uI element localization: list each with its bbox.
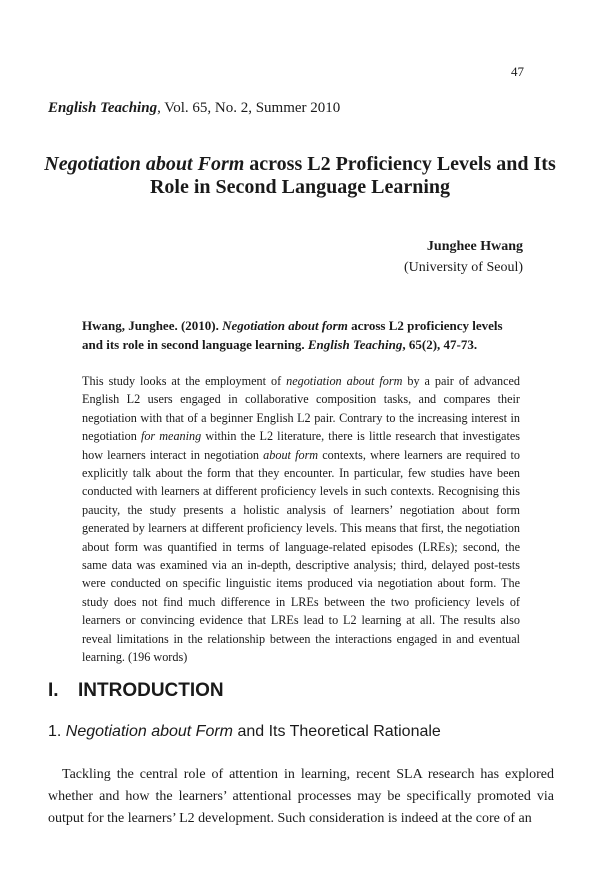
body-paragraph: Tackling the central role of attention in learning, recent SLA research has explored whether and how the learners’ attentional processes may be specifically promoted via output for the learners’ L2 development. Such consideration is indeed at the core of an xyxy=(48,767,554,826)
abstract-text-1: This study looks at the employment of xyxy=(82,374,287,388)
abstract-italic-2: for meaning xyxy=(140,429,202,444)
subsection-rest: and Its Theoretical Rationale xyxy=(233,723,441,740)
abstract-text-4: contexts, where learners are required to explicitly talk about the form that they encounter. In particular, few studies have been conducted with learners at different proficiency levels in such contexts. Recognising this paucity, the study presents a holistic analysis of learners’ negotiation about form generated by learners at different proficiency levels. This means that first, the negotiation about form was quantified in terms of language-related episodes (LREs); second, the same data was examined via an in-depth, descriptive analysis; third, delayed post-tests were conducted on specific linguistic items produced via negotiation about form. The study does not find much difference in LREs between the two proficiency levels of learners or convincing evidence that LREs lead to L2 learning at all. The results also reveal limitations in the relationship between the interactions engaged in and eventual learning. (196 words) xyxy=(82,447,520,665)
abstract-italic-3: about form xyxy=(263,447,319,462)
citation-volume: , 65(2), 47-73. xyxy=(402,337,478,352)
journal-name: English Teaching xyxy=(48,100,158,116)
page-number: 47 xyxy=(511,64,524,79)
subsection-italic: Negotiation about Form xyxy=(65,723,233,740)
citation-title-rest: across L2 proficiency levels and its role in second language learning. xyxy=(82,318,503,352)
section-number: I. xyxy=(48,680,59,701)
citation-title-italic: Negotiation about form xyxy=(222,318,348,333)
abstract-italic-1: negotiation about form xyxy=(286,374,403,388)
author-block xyxy=(404,236,523,278)
abstract xyxy=(82,372,520,667)
subsection-heading xyxy=(48,723,441,741)
paper-title xyxy=(40,153,560,199)
title-line2: Role in Second Language Learning xyxy=(149,176,451,198)
citation-author-year: Hwang, Junghee. (2010). xyxy=(82,318,223,333)
citation xyxy=(82,316,522,354)
subsection-number: 1. xyxy=(48,723,66,740)
section-title: INTRODUCTION xyxy=(78,680,224,701)
title-italic: Negotiation about Form xyxy=(44,153,245,175)
citation-journal: English Teaching xyxy=(307,337,403,352)
journal-header xyxy=(48,100,340,117)
abstract-text-3: within the L2 literature, there is little research that investigates how learners interact in negotiation xyxy=(82,429,520,462)
title-rest-line1: across L2 Proficiency Levels and Its xyxy=(244,153,556,175)
abstract-text-2: by a pair of advanced English L2 users engaged in collaborative composition tasks, and compares their negotiation with that of a beginner English L2 pair. Contrary to the increasing interest in negotiation xyxy=(82,374,520,444)
author-name: Junghee Hwang xyxy=(426,239,523,254)
author-affiliation: (University of Seoul) xyxy=(404,260,523,275)
journal-details: , Vol. 65, No. 2, Summer 2010 xyxy=(157,100,341,116)
section-heading xyxy=(48,680,224,702)
